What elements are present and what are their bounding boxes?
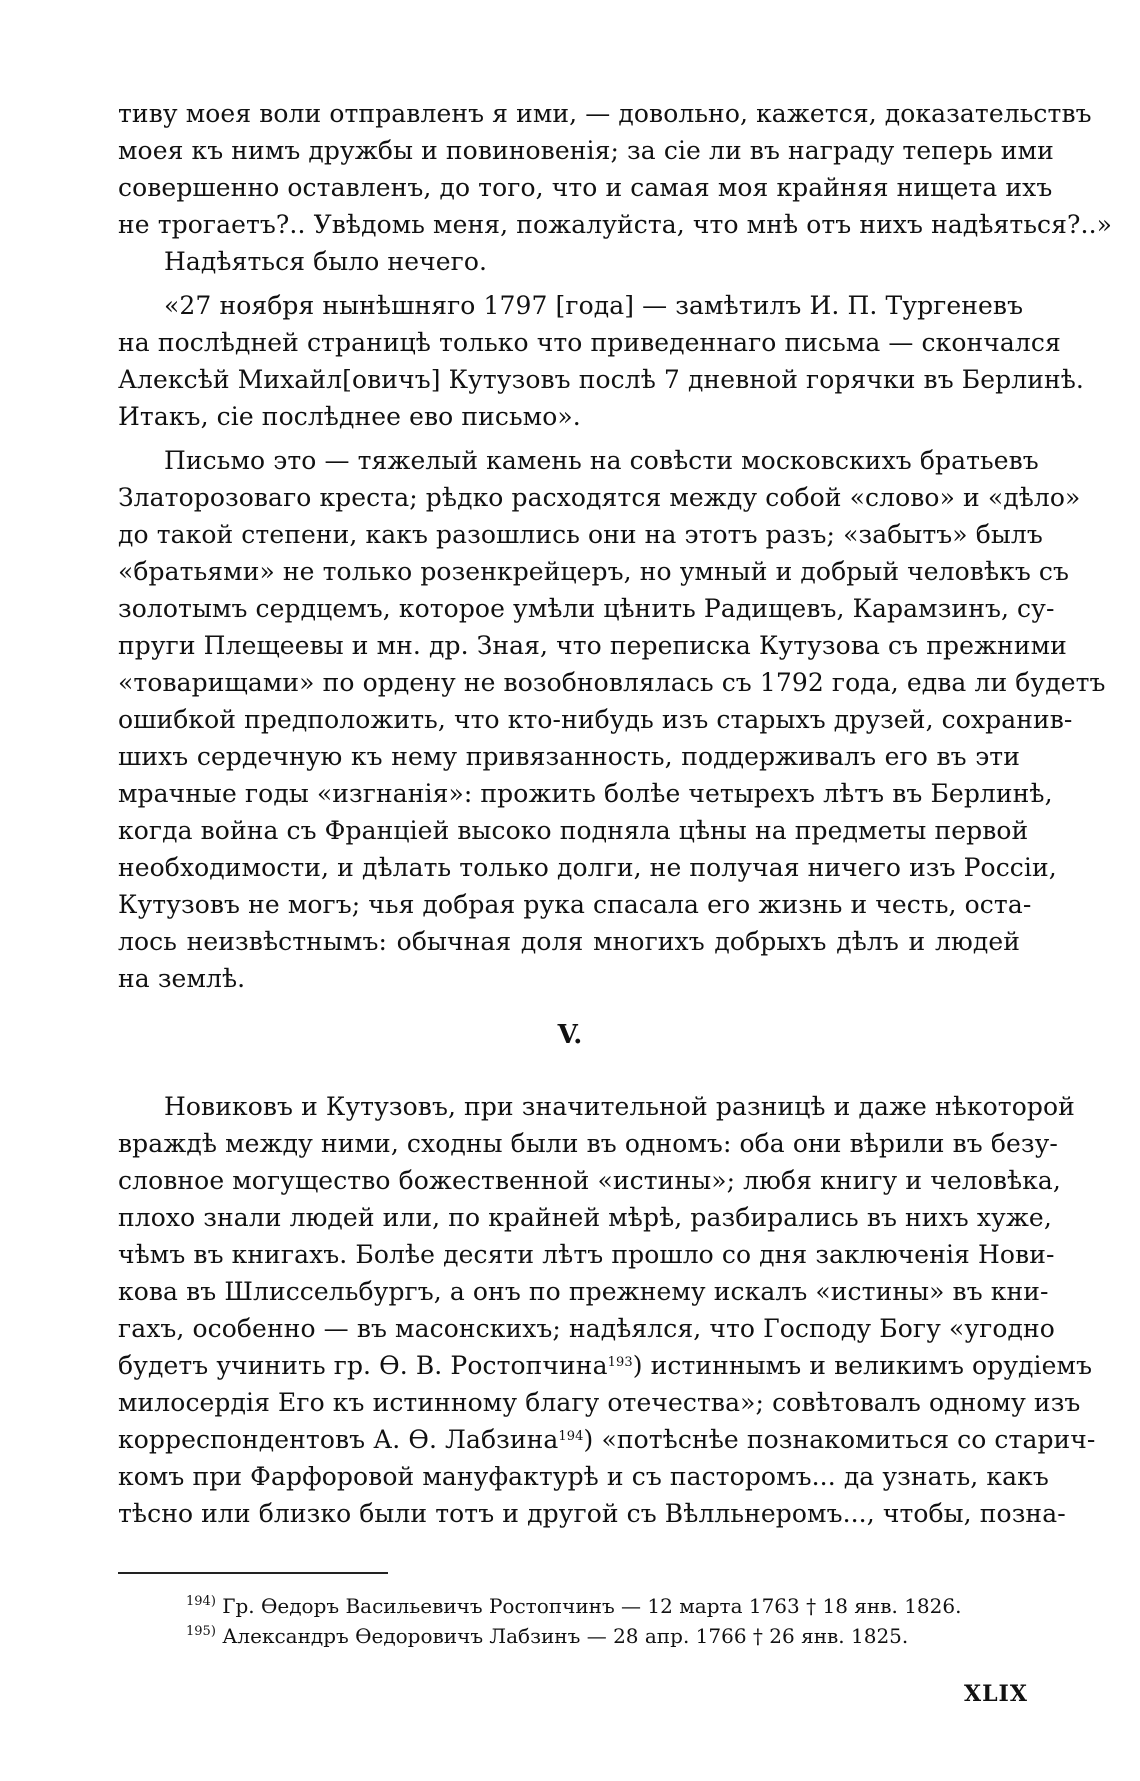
footnote-reference: 194 xyxy=(558,1429,584,1444)
body-line: «товарищами» по ордену не возобновлялась съ 1792 года, едва ли будетъ xyxy=(118,668,1106,697)
footnote-text: Александръ Ѳедоровичъ Лабзинъ — 28 апр. 1766 † 26 янв. 1825. xyxy=(222,1624,909,1648)
footnote-marker: 195) xyxy=(186,1624,216,1639)
body-line: на землѣ. xyxy=(118,964,246,993)
body-line: золотымъ сердцемъ, которое умѣли цѣнить Радищевъ, Карамзинъ, су- xyxy=(118,594,1055,623)
body-line: совершенно оставленъ, до того, что и самая моя крайняя нищета ихъ xyxy=(118,173,1053,202)
body-text-fragment: будетъ учинить гр. Ѳ. В. Ростопчина xyxy=(118,1351,608,1380)
body-line: плохо знали людей или, по крайней мѣрѣ, разбирались въ нихъ хуже, xyxy=(118,1203,1052,1232)
section-heading: V. xyxy=(557,1020,583,1050)
body-line: «братьями» не только розенкрейцеръ, но умный и добрый человѣкъ съ xyxy=(118,557,1070,586)
body-line: Письмо это — тяжелый камень на совѣсти московскихъ братьевъ xyxy=(164,446,1039,475)
body-line-with-note xyxy=(118,1423,1096,1457)
footnote-divider xyxy=(118,1572,388,1574)
body-line: Златорозоваго креста; рѣдко расходятся между собой «слово» и «дѣло» xyxy=(118,483,1081,512)
body-line: Итакъ, сіе послѣднее ево письмо». xyxy=(118,402,581,431)
body-line: шихъ сердечную къ нему привязанность, поддерживалъ его въ эти xyxy=(118,742,1020,771)
body-line: комъ при Фарфоровой мануфактурѣ и съ пасторомъ... да узнать, какъ xyxy=(118,1462,1049,1491)
body-line: Новиковъ и Кутузовъ, при значительной разницѣ и даже нѣкоторой xyxy=(164,1092,1075,1121)
body-line: гахъ, особенно — въ масонскихъ; надѣялся, что Господу Богу «угодно xyxy=(118,1314,1055,1343)
body-line: «27 ноября нынѣшняго 1797 [года] — замѣтилъ И. П. Тургеневъ xyxy=(164,291,1024,320)
body-line: тиву моея воли отправленъ я ими, — довольно, кажется, доказательствъ xyxy=(118,99,1092,128)
body-line: ошибкой предположить, что кто-нибудь изъ старыхъ друзей, сохранив- xyxy=(118,705,1073,734)
footnote xyxy=(186,1592,1020,1620)
body-line-with-note xyxy=(118,1349,1093,1383)
body-line: тѣсно или близко были тотъ и другой съ Вѣлльнеромъ..., чтобы, позна- xyxy=(118,1499,1066,1528)
footnote-reference: 193 xyxy=(607,1355,633,1370)
body-text-fragment: ) истиннымъ и великимъ орудіемъ xyxy=(632,1351,1093,1380)
body-line: Кутузовъ не могъ; чья добрая рука спасала его жизнь и честь, оста- xyxy=(118,890,1032,919)
footnote-text: Гр. Ѳедоръ Васильевичъ Ростопчинъ — 12 марта 1763 † 18 янв. 1826. xyxy=(222,1594,962,1618)
body-text-fragment: корреспондентовъ А. Ѳ. Лабзина xyxy=(118,1425,559,1454)
body-line: милосердія Его къ истинному благу отечества»; совѣтовалъ одному изъ xyxy=(118,1388,1081,1417)
footnote-marker: 194) xyxy=(186,1594,216,1609)
body-line: Надѣяться было нечего. xyxy=(164,247,488,276)
body-line: кова въ Шлиссельбургъ, а онъ по прежнему искалъ «истины» въ кни- xyxy=(118,1277,1049,1306)
body-line: на послѣдней страницѣ только что приведеннаго письма — скончался xyxy=(118,328,1061,357)
body-line: чѣмъ въ книгахъ. Болѣе десяти лѣтъ прошло со дня заключенія Нови- xyxy=(118,1240,1055,1269)
body-line: словное могущество божественной «истины»; любя книгу и человѣка, xyxy=(118,1166,1061,1195)
body-line: враждѣ между ними, сходны были въ одномъ: оба они вѣрили въ безу- xyxy=(118,1129,1058,1158)
body-line: моея къ нимъ дружбы и повиновенія; за сіе ли въ награду теперь ими xyxy=(118,136,1054,165)
body-line: мрачные годы «изгнанія»: прожить болѣе четырехъ лѣтъ въ Берлинѣ, xyxy=(118,779,1053,808)
body-text-fragment: ) «потѣснѣе познакомиться со старич- xyxy=(583,1425,1096,1454)
body-line: необходимости, и дѣлать только долги, не получая ничего изъ Россіи, xyxy=(118,853,1057,882)
footnote xyxy=(186,1622,1020,1650)
body-line: Алексѣй Михайл[овичъ] Кутузовъ послѣ 7 дневной горячки въ Берлинѣ. xyxy=(118,365,1084,394)
body-line: пруги Плещеевы и мн. др. Зная, что переписка Кутузова съ прежними xyxy=(118,631,1067,660)
body-line: лось неизвѣстнымъ: обычная доля многихъ добрыхъ дѣлъ и людей xyxy=(118,927,1020,956)
page-number: XLIX xyxy=(964,1681,1028,1707)
body-line: не трогаетъ?.. Увѣдомь меня, пожалуйста, что мнѣ отъ нихъ надѣяться?..» xyxy=(118,210,1113,239)
body-line: до такой степени, какъ разошлись они на этотъ разъ; «забытъ» былъ xyxy=(118,520,1043,549)
body-line: когда война съ Франціей высоко подняла цѣны на предметы первой xyxy=(118,816,1029,845)
